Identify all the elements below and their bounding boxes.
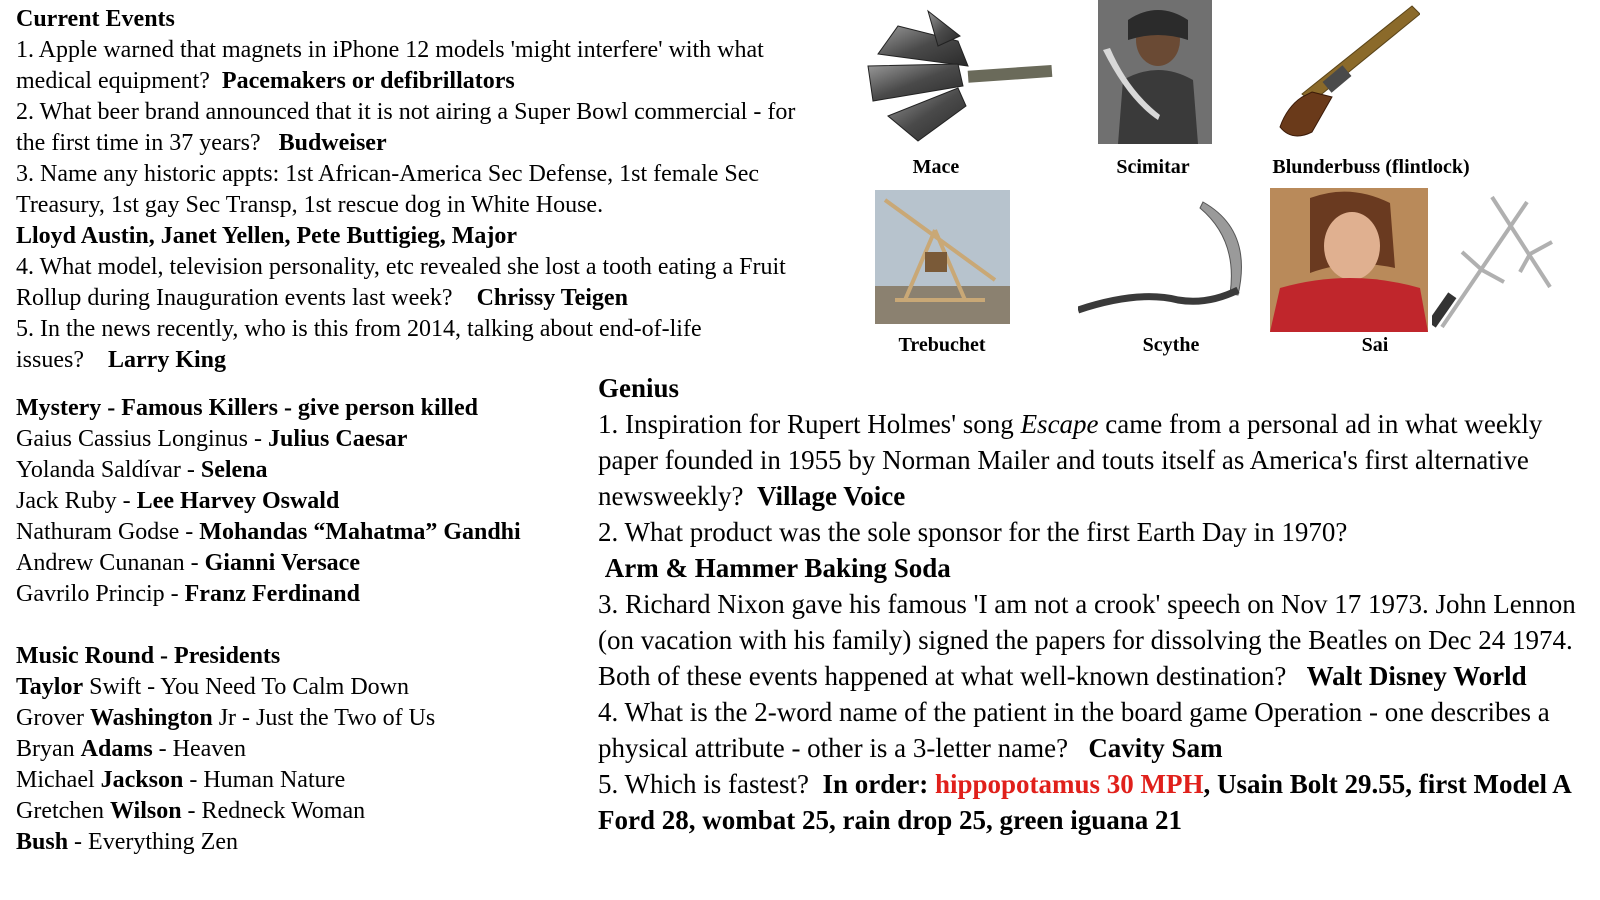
sai-caption: Sai	[1361, 334, 1389, 356]
scythe-caption: Scythe	[1142, 334, 1200, 356]
blunderbuss-caption: Blunderbuss (flintlock)	[1272, 156, 1470, 178]
music-item: Bryan Adams - Heaven	[16, 736, 246, 762]
mystery-item: Nathuram Godse - Mohandas “Mahatma” Gandhi	[16, 519, 521, 545]
music-item: Grover Washington Jr - Just the Two of Us	[16, 705, 436, 731]
genius-q5-highlight: hippopotamus 30 MPH	[934, 769, 1204, 799]
mystery-item: Gaius Cassius Longinus - Julius Caesar	[16, 426, 408, 452]
music-item: Gretchen Wilson - Redneck Woman	[16, 798, 366, 824]
scimitar-image	[1098, 0, 1212, 144]
current-q2: 2. What beer brand announced that it is not airing a Super Bowl commercial - for the first time in 37 years? Budweiser	[16, 99, 796, 156]
genius-q1: 1. Inspiration for Rupert Holmes' song Escape came from a personal ad in what weekly paper founded in 1955 by Norman Mailer and touts itself as America's first alternative newsweekly? Village Voice	[598, 409, 1543, 511]
mystery-item: Jack Ruby - Lee Harvey Oswald	[16, 488, 340, 514]
scythe-image	[1078, 200, 1253, 320]
genius-q1-answer: Village Voice	[756, 481, 906, 511]
music-heading: Music Round - Presidents	[16, 643, 281, 669]
sai-weapons-image	[1432, 192, 1560, 332]
mystery-item: Gavrilo Princip - Franz Ferdinand	[16, 581, 360, 607]
genius-q4-answer: Cavity Sam	[1088, 733, 1223, 763]
genius-q3-answer: Walt Disney World	[1306, 661, 1527, 691]
trebuchet-caption: Trebuchet	[898, 334, 986, 356]
current-q5-answer: Larry King	[108, 347, 226, 373]
current-events-section	[16, 4, 816, 376]
music-item: Taylor Swift - You Need To Calm Down	[16, 674, 410, 700]
genius-q2: 2. What product was the sole sponsor for the first Earth Day in 1970?	[598, 517, 1348, 547]
music-item: Michael Jackson - Human Nature	[16, 767, 346, 793]
current-q5: 5. In the news recently, who is this from 2014, talking about end-of-life issues? Larry King	[16, 316, 702, 373]
mystery-item: Yolanda Saldívar - Selena	[16, 457, 268, 483]
genius-q3: 3. Richard Nixon gave his famous 'I am not a crook' speech on Nov 17 1973. John Lennon (on vacation with his family) signed the papers for dissolving the Beatles on Dec 24 1974. Both of these events happened at what well-known destination? Walt Disney World	[598, 589, 1576, 691]
scimitar-caption: Scimitar	[1116, 156, 1190, 178]
genius-q5: 5. Which is fastest? In order: hippopotamus 30 MPH, Usain Bolt 29.55, first Model A Ford 28, wombat 25, rain drop 25, green iguana 21	[598, 769, 1571, 835]
current-q4-answer: Chrissy Teigen	[476, 285, 628, 311]
current-q3-answer: Lloyd Austin, Janet Yellen, Pete Buttigieg, Major	[16, 223, 518, 249]
genius-section	[598, 370, 1588, 838]
current-q2-answer: Budweiser	[278, 130, 387, 156]
current-q4: 4. What model, television personality, etc revealed she lost a tooth eating a Fruit Rollup during Inauguration events last week? Chrissy Teigen	[16, 254, 786, 311]
current-events-heading: Current Events	[16, 6, 175, 32]
sai-photo-image	[1270, 188, 1428, 332]
genius-heading: Genius	[598, 373, 680, 403]
music-item: Bush - Everything Zen	[16, 829, 238, 855]
mace-image	[858, 6, 1054, 146]
current-q1-answer: Pacemakers or defibrillators	[221, 68, 515, 94]
current-q1: 1. Apple warned that magnets in iPhone 12 models 'might interfere' with what medical equipment? Pacemakers or defibrillators	[16, 37, 764, 94]
trebuchet-image	[875, 190, 1010, 324]
mystery-heading: Mystery - Famous Killers - give person killed	[16, 395, 478, 421]
mystery-item: Andrew Cunanan - Gianni Versace	[16, 550, 360, 576]
mystery-section	[16, 393, 596, 610]
current-q3: 3. Name any historic appts: 1st African-America Sec Defense, 1st female Sec Treasury, 1st gay Sec Transp, 1st rescue dog in White House.	[16, 161, 760, 218]
blunderbuss-image	[1272, 2, 1420, 142]
genius-q4: 4. What is the 2-word name of the patient in the board game Operation - one describes a physical attribute - other is a 3-letter name? Cavity Sam	[598, 697, 1550, 763]
genius-q2-answer: Arm & Hammer Baking Soda	[604, 553, 951, 583]
mace-caption: Mace	[912, 156, 960, 178]
music-section	[16, 641, 596, 858]
